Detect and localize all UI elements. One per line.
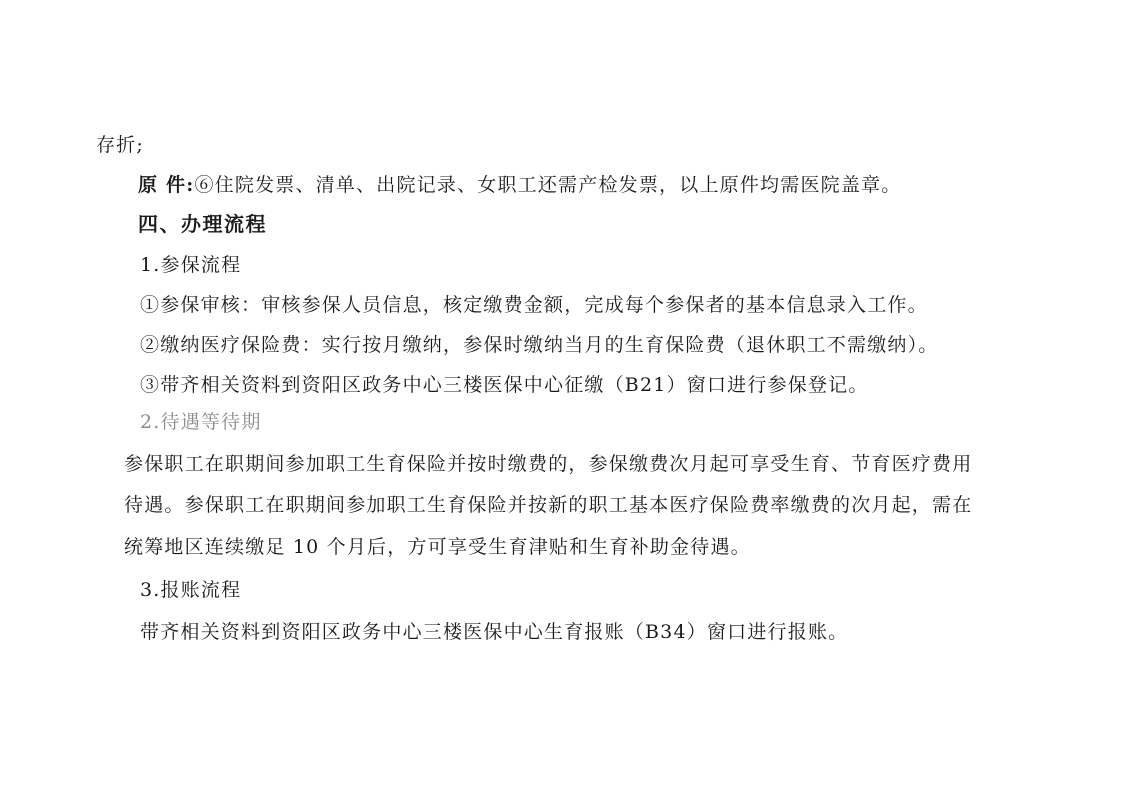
- waiting-period-paragraph-line: 统筹地区连续缴足 10 个月后，方可享受生育津贴和生育补助金待遇。: [124, 536, 751, 558]
- originals-line: [138, 173, 901, 197]
- reimbursement-title: 3.报账流程: [140, 579, 242, 601]
- enrollment-step: ③带齐相关资料到资阳区政务中心三楼医保中心征缴（B21）窗口进行参保登记。: [140, 374, 869, 396]
- originals-text: ⑥住院发票、清单、出院记录、女职工还需产检发票，以上原件均需医院盖章。: [194, 174, 902, 196]
- section-title: 四、办理流程: [138, 212, 267, 236]
- reimbursement-text: 带齐相关资料到资阳区政务中心三楼医保中心生育报账（B34）窗口进行报账。: [140, 621, 849, 643]
- waiting-period-paragraph-line: 参保职工在职期间参加职工生育保险并按时缴费的，参保缴费次月起可享受生育、节育医疗费用: [124, 453, 973, 475]
- waiting-period-paragraph-line: 待遇。参保职工在职期间参加职工生育保险并按新的职工基本医疗保险费率缴费的次月起，需在: [124, 494, 973, 516]
- waiting-period-title: 2.待遇等待期: [140, 411, 262, 433]
- continued-text: 存折;: [96, 134, 145, 156]
- enrollment-step: ①参保审核：审核参保人员信息，核定缴费金额，完成每个参保者的基本信息录入工作。: [140, 294, 928, 316]
- originals-label: 原 件:: [138, 174, 195, 196]
- enrollment-step: ②缴纳医疗保险费：实行按月缴纳，参保时缴纳当月的生育保险费（退休职工不需缴纳）。: [140, 334, 939, 356]
- enrollment-title: 1.参保流程: [140, 254, 242, 276]
